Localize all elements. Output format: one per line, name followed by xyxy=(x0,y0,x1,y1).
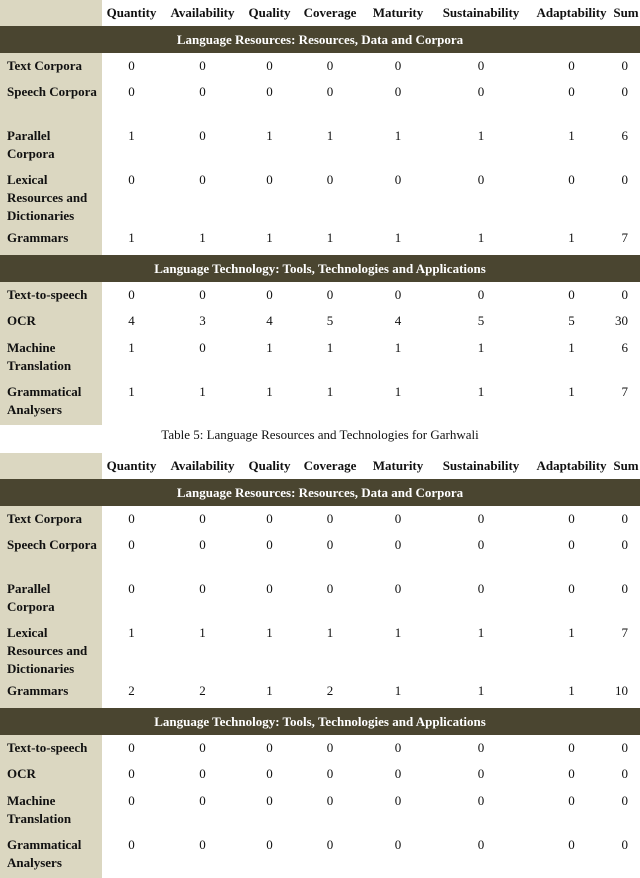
score-cell: 1 xyxy=(128,625,135,640)
score-cell: 0 xyxy=(199,340,206,355)
score-cell: 1 xyxy=(266,625,273,640)
score-cell: 0 xyxy=(266,287,273,302)
score-cell: 0 xyxy=(394,537,402,552)
sum-cell: 0 xyxy=(621,793,628,808)
score-cell: 0 xyxy=(394,581,402,596)
score-cell: 0 xyxy=(326,766,334,781)
table-header-row xyxy=(0,453,640,479)
score-cell: 0 xyxy=(477,537,485,552)
score-cell: 1 xyxy=(394,683,402,698)
score-cell: 0 xyxy=(199,128,206,143)
sum-cell: 0 xyxy=(621,84,628,99)
score-cell: 1 xyxy=(266,340,273,355)
score-cell: 0 xyxy=(128,740,135,755)
score-cell: 0 xyxy=(477,287,485,302)
language-resources-table-2 xyxy=(0,453,640,878)
score-cell: 0 xyxy=(394,837,402,852)
column-header: Quality xyxy=(248,5,291,20)
score-cell: 0 xyxy=(266,837,273,852)
score-cell: 0 xyxy=(199,581,206,596)
column-header: Availability xyxy=(170,5,235,20)
score-cell: 0 xyxy=(394,172,402,187)
column-header: Coverage xyxy=(303,5,357,20)
score-cell: 0 xyxy=(326,837,334,852)
section-title: Language Resources: Resources, Data and Corpora xyxy=(0,26,640,53)
score-cell: 1 xyxy=(266,128,273,143)
score-cell: 1 xyxy=(477,625,485,640)
score-cell: 1 xyxy=(199,384,206,399)
score-cell: 0 xyxy=(128,537,135,552)
score-cell: 0 xyxy=(128,793,135,808)
table-row xyxy=(0,832,640,878)
score-cell: 1 xyxy=(394,128,402,143)
sum-cell: 0 xyxy=(621,287,628,302)
sum-cell: 30 xyxy=(615,313,628,328)
score-cell: 1 xyxy=(394,230,402,245)
row-label: OCR xyxy=(0,761,102,788)
score-cell: 1 xyxy=(394,340,402,355)
table-row xyxy=(0,225,640,255)
column-header: Sum xyxy=(613,458,639,473)
score-cell: 0 xyxy=(199,740,206,755)
score-cell: 1 xyxy=(568,128,575,143)
score-cell: 0 xyxy=(266,537,273,552)
score-cell: 0 xyxy=(128,84,135,99)
column-header: Adaptability xyxy=(536,5,607,20)
section-header-row xyxy=(0,479,640,506)
score-cell: 0 xyxy=(128,581,135,596)
score-cell: 1 xyxy=(266,683,273,698)
score-cell: 0 xyxy=(477,793,485,808)
score-cell: 0 xyxy=(128,172,135,187)
table-row xyxy=(0,761,640,788)
score-cell: 1 xyxy=(199,230,206,245)
score-cell: 4 xyxy=(266,313,273,328)
row-label: Text Corpora xyxy=(0,53,102,79)
score-cell: 1 xyxy=(128,128,135,143)
column-header: Quantity xyxy=(106,5,157,20)
section-title: Language Technology: Tools, Technologies and Applications xyxy=(0,255,640,282)
score-cell: 0 xyxy=(326,58,334,73)
score-cell: 0 xyxy=(128,511,135,526)
score-cell: 1 xyxy=(394,384,402,399)
score-cell: 0 xyxy=(199,511,206,526)
score-cell: 0 xyxy=(568,58,575,73)
section-title: Language Resources: Resources, Data and Corpora xyxy=(0,479,640,506)
score-cell: 0 xyxy=(128,58,135,73)
score-cell: 1 xyxy=(568,230,575,245)
score-cell: 0 xyxy=(568,84,575,99)
score-cell: 0 xyxy=(266,740,273,755)
score-cell: 0 xyxy=(326,537,334,552)
row-label: Text-to-speech xyxy=(0,282,102,308)
score-cell: 0 xyxy=(199,766,206,781)
row-label: Text-to-speech xyxy=(0,735,102,761)
score-cell: 0 xyxy=(394,84,402,99)
score-cell: 0 xyxy=(266,172,273,187)
score-cell: 1 xyxy=(199,625,206,640)
score-cell: 0 xyxy=(128,837,135,852)
table-row xyxy=(0,788,640,832)
section-header-row xyxy=(0,26,640,53)
score-cell: 0 xyxy=(394,58,402,73)
section-header-row xyxy=(0,255,640,282)
row-label: Lexical Resources and Dictionaries xyxy=(0,167,102,225)
score-cell: 0 xyxy=(326,511,334,526)
row-label: Grammars xyxy=(0,225,102,255)
section-header-row xyxy=(0,708,640,735)
score-cell: 1 xyxy=(326,384,334,399)
column-header: Availability xyxy=(170,458,235,473)
score-cell: 1 xyxy=(568,340,575,355)
sum-cell: 7 xyxy=(621,384,628,399)
table-row xyxy=(0,379,640,425)
score-cell: 0 xyxy=(199,793,206,808)
sum-cell: 0 xyxy=(621,58,628,73)
row-label: Text Corpora xyxy=(0,506,102,532)
table-row xyxy=(0,123,640,167)
score-cell: 0 xyxy=(266,766,273,781)
score-cell: 0 xyxy=(266,84,273,99)
score-cell: 0 xyxy=(326,740,334,755)
score-cell: 0 xyxy=(477,172,485,187)
score-cell: 0 xyxy=(199,58,206,73)
score-cell: 2 xyxy=(326,683,334,698)
row-label: Machine Translation xyxy=(0,788,102,832)
score-cell: 2 xyxy=(199,683,206,698)
score-cell: 0 xyxy=(266,58,273,73)
column-header: Maturity xyxy=(372,458,424,473)
table-row xyxy=(0,282,640,308)
row-label: Speech Corpora xyxy=(0,532,102,576)
row-label: OCR xyxy=(0,308,102,335)
sum-cell: 0 xyxy=(621,511,628,526)
column-header: Quantity xyxy=(106,458,157,473)
score-cell: 0 xyxy=(266,793,273,808)
table-row xyxy=(0,506,640,532)
score-cell: 0 xyxy=(266,581,273,596)
score-cell: 2 xyxy=(128,683,135,698)
score-cell: 0 xyxy=(477,84,485,99)
score-cell: 0 xyxy=(477,581,485,596)
score-cell: 4 xyxy=(394,313,402,328)
table-row xyxy=(0,79,640,123)
score-cell: 1 xyxy=(326,230,334,245)
score-cell: 0 xyxy=(477,837,485,852)
table-row xyxy=(0,53,640,79)
score-cell: 0 xyxy=(394,793,402,808)
table-caption: Table 5: Language Resources and Technologies for Garhwali xyxy=(161,427,479,442)
score-cell: 0 xyxy=(568,740,575,755)
score-cell: 0 xyxy=(477,58,485,73)
score-cell: 0 xyxy=(477,511,485,526)
row-label: Grammatical Analysers xyxy=(0,379,102,425)
row-label: Parallel Corpora xyxy=(0,123,102,167)
language-resources-table-1 xyxy=(0,0,640,425)
score-cell: 0 xyxy=(199,537,206,552)
sum-cell: 0 xyxy=(621,537,628,552)
row-label: Parallel Corpora xyxy=(0,576,102,620)
score-cell: 0 xyxy=(128,287,135,302)
score-cell: 0 xyxy=(568,793,575,808)
score-cell: 1 xyxy=(477,384,485,399)
score-cell: 1 xyxy=(128,230,135,245)
score-cell: 5 xyxy=(477,313,485,328)
score-cell: 0 xyxy=(394,511,402,526)
score-cell: 0 xyxy=(394,766,402,781)
score-cell: 0 xyxy=(199,84,206,99)
section-title: Language Technology: Tools, Technologies and Applications xyxy=(0,708,640,735)
table-row xyxy=(0,167,640,225)
sum-cell: 0 xyxy=(621,581,628,596)
sum-cell: 7 xyxy=(621,625,628,640)
score-cell: 1 xyxy=(477,340,485,355)
score-cell: 0 xyxy=(199,172,206,187)
table-row xyxy=(0,678,640,708)
score-cell: 0 xyxy=(128,766,135,781)
table-row xyxy=(0,620,640,678)
column-header: Maturity xyxy=(372,5,424,20)
column-header: Coverage xyxy=(303,458,357,473)
row-label: Grammatical Analysers xyxy=(0,832,102,878)
score-cell: 1 xyxy=(568,625,575,640)
row-label: Lexical Resources and Dictionaries xyxy=(0,620,102,678)
score-cell: 5 xyxy=(326,313,334,328)
column-header: Quality xyxy=(248,458,291,473)
score-cell: 0 xyxy=(477,766,485,781)
column-header: Sustainability xyxy=(442,458,520,473)
score-cell: 1 xyxy=(477,128,485,143)
score-cell: 0 xyxy=(477,740,485,755)
score-cell: 1 xyxy=(326,128,334,143)
score-cell: 1 xyxy=(568,683,575,698)
sum-cell: 10 xyxy=(615,683,628,698)
row-label: Grammars xyxy=(0,678,102,708)
score-cell: 1 xyxy=(394,625,402,640)
row-label: Speech Corpora xyxy=(0,79,102,123)
score-cell: 0 xyxy=(394,287,402,302)
table-header-row xyxy=(0,0,640,26)
score-cell: 0 xyxy=(568,537,575,552)
score-cell: 0 xyxy=(326,581,334,596)
score-cell: 0 xyxy=(266,511,273,526)
header-corner-cell xyxy=(0,453,102,479)
score-cell: 0 xyxy=(326,172,334,187)
score-cell: 0 xyxy=(568,172,575,187)
sum-cell: 6 xyxy=(621,128,628,143)
score-cell: 0 xyxy=(568,837,575,852)
score-cell: 1 xyxy=(128,384,135,399)
table-row xyxy=(0,308,640,335)
row-label: Machine Translation xyxy=(0,335,102,379)
score-cell: 0 xyxy=(199,287,206,302)
score-cell: 0 xyxy=(326,793,334,808)
table-row xyxy=(0,532,640,576)
sum-cell: 6 xyxy=(621,340,628,355)
column-header: Sustainability xyxy=(442,5,520,20)
column-header: Sum xyxy=(613,5,639,20)
column-header: Adaptability xyxy=(536,458,607,473)
score-cell: 0 xyxy=(326,287,334,302)
sum-cell: 0 xyxy=(621,172,628,187)
score-cell: 3 xyxy=(199,313,206,328)
score-cell: 0 xyxy=(394,740,402,755)
sum-cell: 0 xyxy=(621,766,628,781)
score-cell: 1 xyxy=(266,384,273,399)
score-cell: 0 xyxy=(568,287,575,302)
score-cell: 1 xyxy=(128,340,135,355)
table-row xyxy=(0,576,640,620)
score-cell: 5 xyxy=(568,313,575,328)
score-cell: 1 xyxy=(568,384,575,399)
score-cell: 1 xyxy=(477,230,485,245)
score-cell: 1 xyxy=(326,625,334,640)
sum-cell: 0 xyxy=(621,837,628,852)
score-cell: 0 xyxy=(326,84,334,99)
score-cell: 0 xyxy=(568,766,575,781)
score-cell: 1 xyxy=(326,340,334,355)
sum-cell: 0 xyxy=(621,740,628,755)
score-cell: 0 xyxy=(568,581,575,596)
score-cell: 4 xyxy=(128,313,135,328)
score-cell: 0 xyxy=(199,837,206,852)
score-cell: 0 xyxy=(568,511,575,526)
table-row xyxy=(0,335,640,379)
sum-cell: 7 xyxy=(621,230,628,245)
header-corner-cell xyxy=(0,0,102,26)
score-cell: 1 xyxy=(266,230,273,245)
score-cell: 1 xyxy=(477,683,485,698)
table-row xyxy=(0,735,640,761)
